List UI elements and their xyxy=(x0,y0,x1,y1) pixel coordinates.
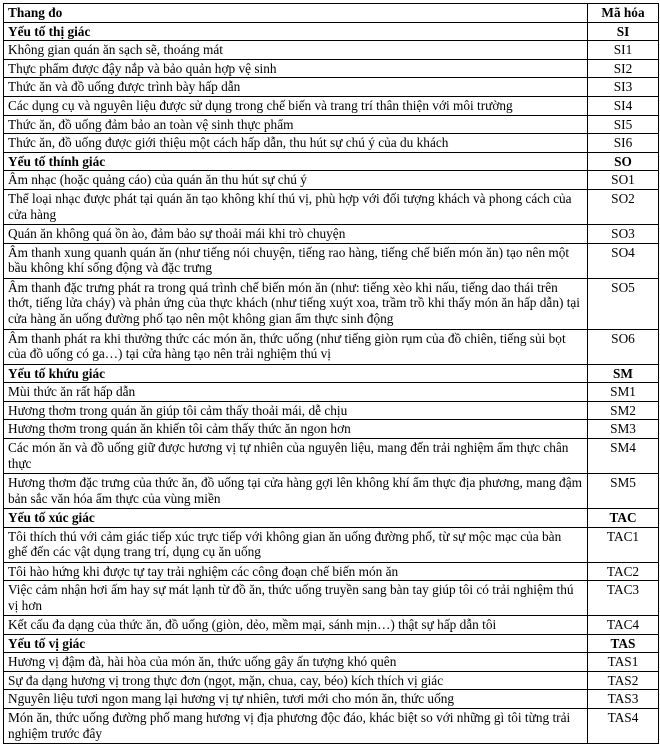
item-code: TAC1 xyxy=(588,527,659,562)
item-text: Hương thơm trong quán ăn giúp tôi cảm thấy thoải mái, dễ chịu xyxy=(4,401,588,420)
item-text: Thực phẩm được đậy nắp và bảo quản hợp vệ sinh xyxy=(4,59,588,78)
item-text: Thể loại nhạc được phát tại quán ăn tạo không khí thú vị, phù hợp với đối tượng khách và phong cách của cửa hàng xyxy=(4,189,588,224)
item-text: Món ăn, thức uống đường phố mang hương vị địa phương độc đáo, khác biệt so với những gì tôi từng trải nghiệm trước đây xyxy=(4,709,588,744)
item-code: SO2 xyxy=(588,189,659,224)
item-code: SI2 xyxy=(588,59,659,78)
table-row xyxy=(4,401,659,420)
group-row-sight xyxy=(4,22,659,41)
item-text: Thức ăn, đồ uống được giới thiệu một cách hấp dẫn, thu hút sự chú ý của du khách xyxy=(4,134,588,153)
table-row xyxy=(4,189,659,224)
item-text: Hương thơm đặc trưng của thức ăn, đồ uống tại cửa hàng gợi lên không khí ẩm thực địa phương, mang đậm bản sắc văn hóa ẩm thực của vùng miền xyxy=(4,473,588,508)
item-text: Kết cấu đa dạng của thức ăn, đồ uống (giòn, dẻo, mềm mại, sánh mịn…) thật sự hấp dẫn tôi xyxy=(4,616,588,635)
group-title: Yếu tố thính giác xyxy=(4,152,588,171)
item-text: Âm thanh phát ra khi thưởng thức các món ăn, thức uống (như tiếng giòn rụm của đồ chiên, tiếng sủi bọt của đồ uống có ga…) tại cửa hàng tạo nên trải nghiệm thú vị xyxy=(4,329,588,364)
item-code: SM2 xyxy=(588,401,659,420)
table-row xyxy=(4,616,659,635)
table-row xyxy=(4,243,659,278)
table-row xyxy=(4,671,659,690)
item-code: TAS1 xyxy=(588,653,659,672)
item-code: SM5 xyxy=(588,473,659,508)
table-row xyxy=(4,171,659,190)
table-row xyxy=(4,278,659,329)
item-text: Thức ăn và đồ uống được trình bày hấp dẫn xyxy=(4,78,588,97)
group-code: TAC xyxy=(588,508,659,527)
item-code: SI6 xyxy=(588,134,659,153)
item-code: TAS2 xyxy=(588,671,659,690)
item-text: Thức ăn, đồ uống đảm bảo an toàn vệ sinh thực phẩm xyxy=(4,115,588,134)
item-text: Sự đa dạng hương vị trong thực đơn (ngọt, mặn, chua, cay, béo) kích thích vị giác xyxy=(4,671,588,690)
group-title: Yếu tố xúc giác xyxy=(4,508,588,527)
item-code: SM1 xyxy=(588,383,659,402)
item-text: Âm nhạc (hoặc quảng cáo) của quán ăn thu hút sự chú ý xyxy=(4,171,588,190)
item-code: SO1 xyxy=(588,171,659,190)
item-code: SO3 xyxy=(588,224,659,243)
item-text: Không gian quán ăn sạch sẽ, thoáng mát xyxy=(4,41,588,60)
table-row xyxy=(4,224,659,243)
item-code: SI3 xyxy=(588,78,659,97)
table-row xyxy=(4,59,659,78)
header-row xyxy=(4,4,659,23)
item-code: SI4 xyxy=(588,96,659,115)
header-code: Mã hóa xyxy=(588,4,659,23)
table-row xyxy=(4,653,659,672)
table-row xyxy=(4,581,659,616)
group-row-smell xyxy=(4,364,659,383)
table-row xyxy=(4,96,659,115)
item-text: Âm thanh xung quanh quán ăn (như tiếng nói chuyện, tiếng rao hàng, tiếng chế biến món ăn) tạo nên một bầu không khí sống động và đặc trưng xyxy=(4,243,588,278)
item-code: SI5 xyxy=(588,115,659,134)
table-row xyxy=(4,383,659,402)
header-scale: Thang đo xyxy=(4,4,588,23)
group-code: TAS xyxy=(588,634,659,653)
table-row xyxy=(4,473,659,508)
group-code: SI xyxy=(588,22,659,41)
table-row xyxy=(4,115,659,134)
item-text: Tôi hào hứng khi được tự tay trải nghiệm các công đoạn chế biến món ăn xyxy=(4,562,588,581)
item-text: Việc cảm nhận hơi ấm hay sự mát lạnh từ đồ ăn, thức uống truyền sang bàn tay giúp tôi có trải nghiệm thú vị hơn xyxy=(4,581,588,616)
item-text: Tôi thích thú với cảm giác tiếp xúc trực tiếp với không gian ăn uống đường phố, từ sự mộc mạc của bàn ghế đến các vật dụng trang trí, dụng cụ ăn uống xyxy=(4,527,588,562)
table-row xyxy=(4,134,659,153)
item-text: Nguyên liệu tươi ngon mang lại hương vị tự nhiên, tươi mới cho món ăn, thức uống xyxy=(4,690,588,709)
group-row-taste xyxy=(4,634,659,653)
table-row xyxy=(4,709,659,744)
table-row xyxy=(4,329,659,364)
item-code: SM4 xyxy=(588,438,659,473)
group-code: SM xyxy=(588,364,659,383)
item-text: Hương vị đậm đà, hài hòa của món ăn, thức uống gây ấn tượng khó quên xyxy=(4,653,588,672)
item-code: TAC2 xyxy=(588,562,659,581)
item-code: SM3 xyxy=(588,420,659,439)
item-code: SO4 xyxy=(588,243,659,278)
table-row xyxy=(4,527,659,562)
group-row-hearing xyxy=(4,152,659,171)
item-text: Các món ăn và đồ uống giữ được hương vị tự nhiên của nguyên liệu, mang đến trải nghiệm ẩm thực chân thực xyxy=(4,438,588,473)
item-code: TAS3 xyxy=(588,690,659,709)
item-text: Các dụng cụ và nguyên liệu được sử dụng trong chế biến và trang trí thân thiện với môi trường xyxy=(4,96,588,115)
group-title: Yếu tố thị giác xyxy=(4,22,588,41)
item-text: Hương thơm trong quán ăn khiến tôi cảm thấy thức ăn ngon hơn xyxy=(4,420,588,439)
item-text: Mùi thức ăn rất hấp dẫn xyxy=(4,383,588,402)
table-row xyxy=(4,41,659,60)
group-title: Yếu tố vị giác xyxy=(4,634,588,653)
table-row xyxy=(4,78,659,97)
table-row xyxy=(4,562,659,581)
table-row xyxy=(4,420,659,439)
table-row xyxy=(4,690,659,709)
table-row xyxy=(4,438,659,473)
item-code: SO6 xyxy=(588,329,659,364)
item-code: TAC4 xyxy=(588,616,659,635)
item-code: SO5 xyxy=(588,278,659,329)
item-code: TAC3 xyxy=(588,581,659,616)
measurement-scale-table xyxy=(3,3,659,744)
group-row-touch xyxy=(4,508,659,527)
item-code: SI1 xyxy=(588,41,659,60)
item-code: TAS4 xyxy=(588,709,659,744)
group-title: Yếu tố khứu giác xyxy=(4,364,588,383)
item-text: Quán ăn không quá ồn ào, đảm bảo sự thoải mái khi trò chuyện xyxy=(4,224,588,243)
group-code: SO xyxy=(588,152,659,171)
item-text: Âm thanh đặc trưng phát ra trong quá trình chế biến món ăn (như: tiếng xèo khi nấu, tiếng dao thái trên thớt, tiếng lửa cháy) và phản ứng của thực khách (như tiếng xuýt xoa, trầm trồ khi thấy món ăn hấp dẫn) tại cửa hàng ăn uống đường phố tạo nên một không gian ẩm thực sinh động xyxy=(4,278,588,329)
